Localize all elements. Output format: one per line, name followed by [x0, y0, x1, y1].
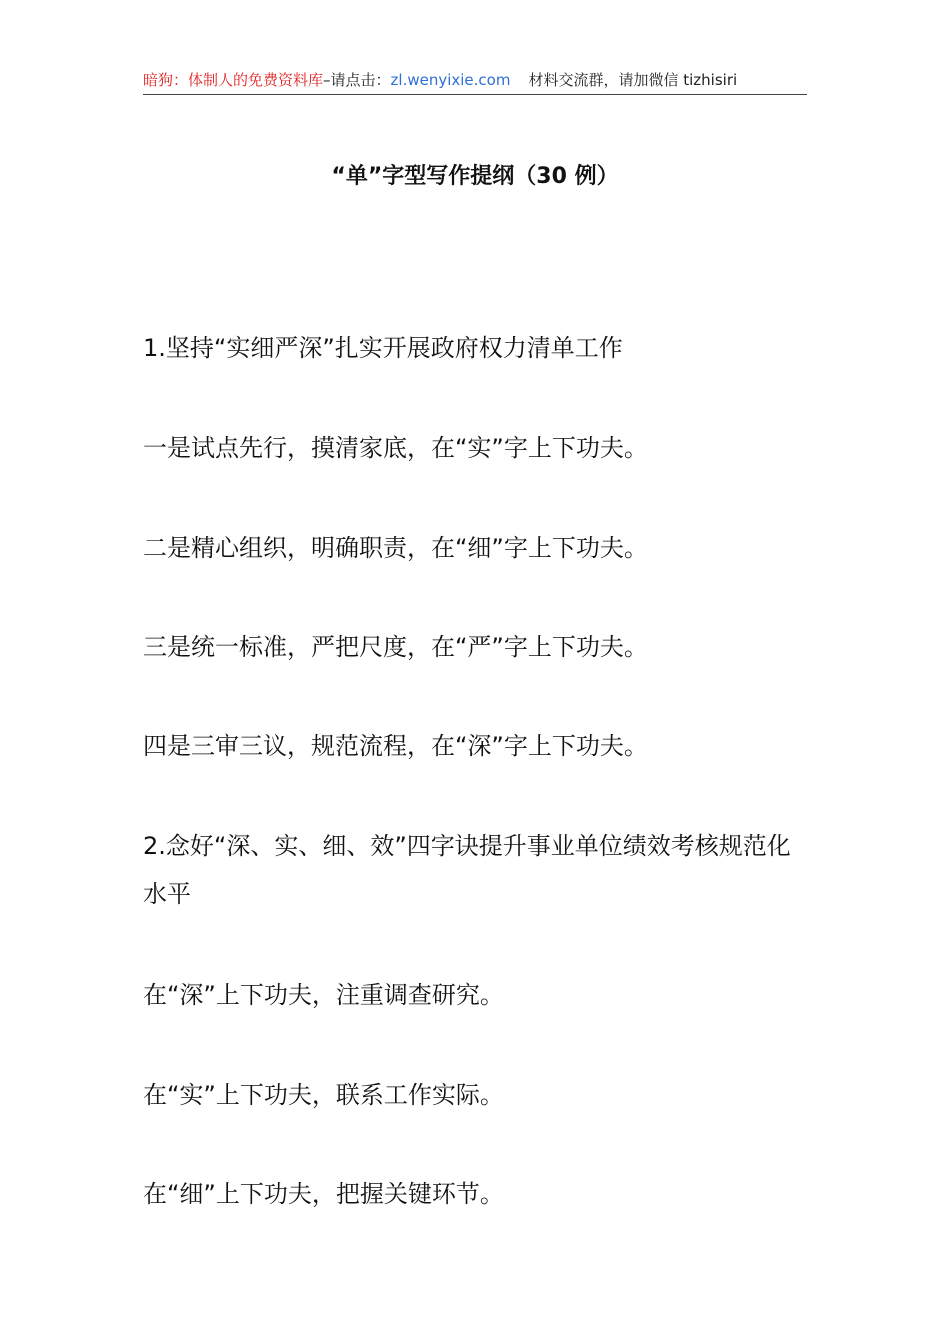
document-title: “单”字型写作提纲（30 例） [331, 164, 619, 189]
section-heading-2: 2.念好“深、实、细、效”四字诀提升事业单位绩效考核规范化水平 [143, 832, 791, 908]
paragraph-5: 在“深”上下功夫，注重调查研究。 [143, 981, 504, 1009]
header-click-prompt: –请点击： [323, 71, 391, 89]
paragraph-4: 四是三审三议，规范流程，在“深”字上下功夫。 [143, 732, 648, 760]
paragraph-3: 三是统一标准，严把尺度，在“严”字上下功夫。 [143, 633, 648, 661]
header-site-name: 暗狗：体制人的免费资料库 [143, 71, 324, 89]
paragraph-2: 二是精心组织，明确职责，在“细”字上下功夫。 [143, 534, 648, 562]
paragraph-1: 一是试点先行，摸清家底，在“实”字上下功夫。 [143, 434, 648, 462]
header-link[interactable]: zl.wenyixie.com [390, 71, 511, 89]
header-wechat-note: 材料交流群，请加微信 tizhisiri [528, 71, 738, 89]
section-heading-1: 1.坚持“实细严深”扎实开展政府权力清单工作 [143, 334, 623, 362]
paragraph-7: 在“细”上下功夫，把握关键环节。 [143, 1180, 504, 1208]
paragraph-6: 在“实”上下功夫，联系工作实际。 [143, 1081, 504, 1109]
page-header [143, 68, 807, 95]
